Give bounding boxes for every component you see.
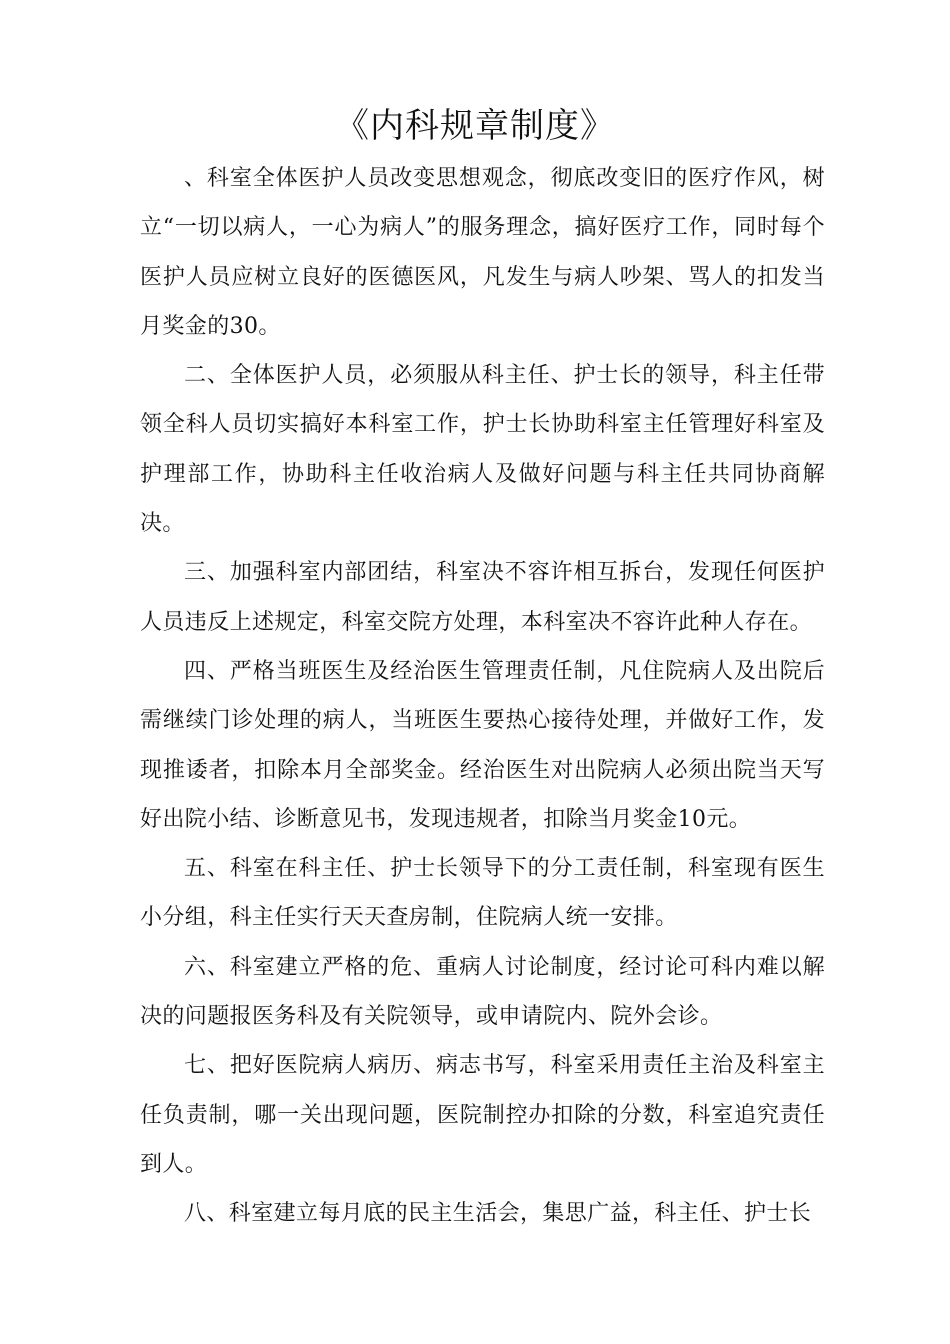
paragraph-4: 四、严格当班医生及经治医生管理责任制，凡住院病人及出院后需继续门诊处理的病人，当班医生要热心接待处理，并做好工作，发现推诿者，扣除本月全部奖金。经治医生对出院病人必须出院当天写好出院小结、诊断意见书，发现违规者，扣除当月奖金10元。 (140, 658, 825, 832)
document-body (140, 154, 825, 1239)
paragraph-1: 、科室全体医护人员改变思想观念，彻底改变旧的医疗作风，树立“一切以病人，一心为病人”的服务理念，搞好医疗工作，同时每个医护人员应树立良好的医德医风，凡发生与病人吵架、骂人的扣发当月奖金的30。 (140, 166, 825, 339)
paragraph-3: 三、加强科室内部团结，科室决不容许相互拆台，发现任何医护人员违反上述规定，科室交院方处理，本科室决不容许此种人存在。 (140, 560, 825, 635)
paragraph-7: 七、把好医院病人病历、病志书写，科室采用责任主治及科室主任负责制，哪一关出现问题，医院制控办扣除的分数，科室追究责任到人。 (140, 1053, 825, 1177)
paragraph-8: 八、科室建立每月底的民主生活会，集思广益，科主任、护士长 (184, 1201, 812, 1227)
paragraph-6: 六、科室建立严格的危、重病人讨论制度，经讨论可科内难以解决的问题报医务科及有关院领导，或申请院内、院外会诊。 (140, 954, 825, 1030)
paragraph-2: 二、全体医护人员，必须服从科主任、护士长的领导，科主任带领全科人员切实搞好本科室工作，护士长协助科室主任管理好科室及护理部工作，协助科主任收治病人及做好问题与科主任共同协商解决。 (140, 363, 825, 537)
document-title: 《内科规章制度》 (335, 106, 615, 146)
paragraph-5: 五、科室在科主任、护士长领导下的分工责任制，科室现有医生小分组，科主任实行天天查房制，住院病人统一安排。 (140, 856, 825, 931)
